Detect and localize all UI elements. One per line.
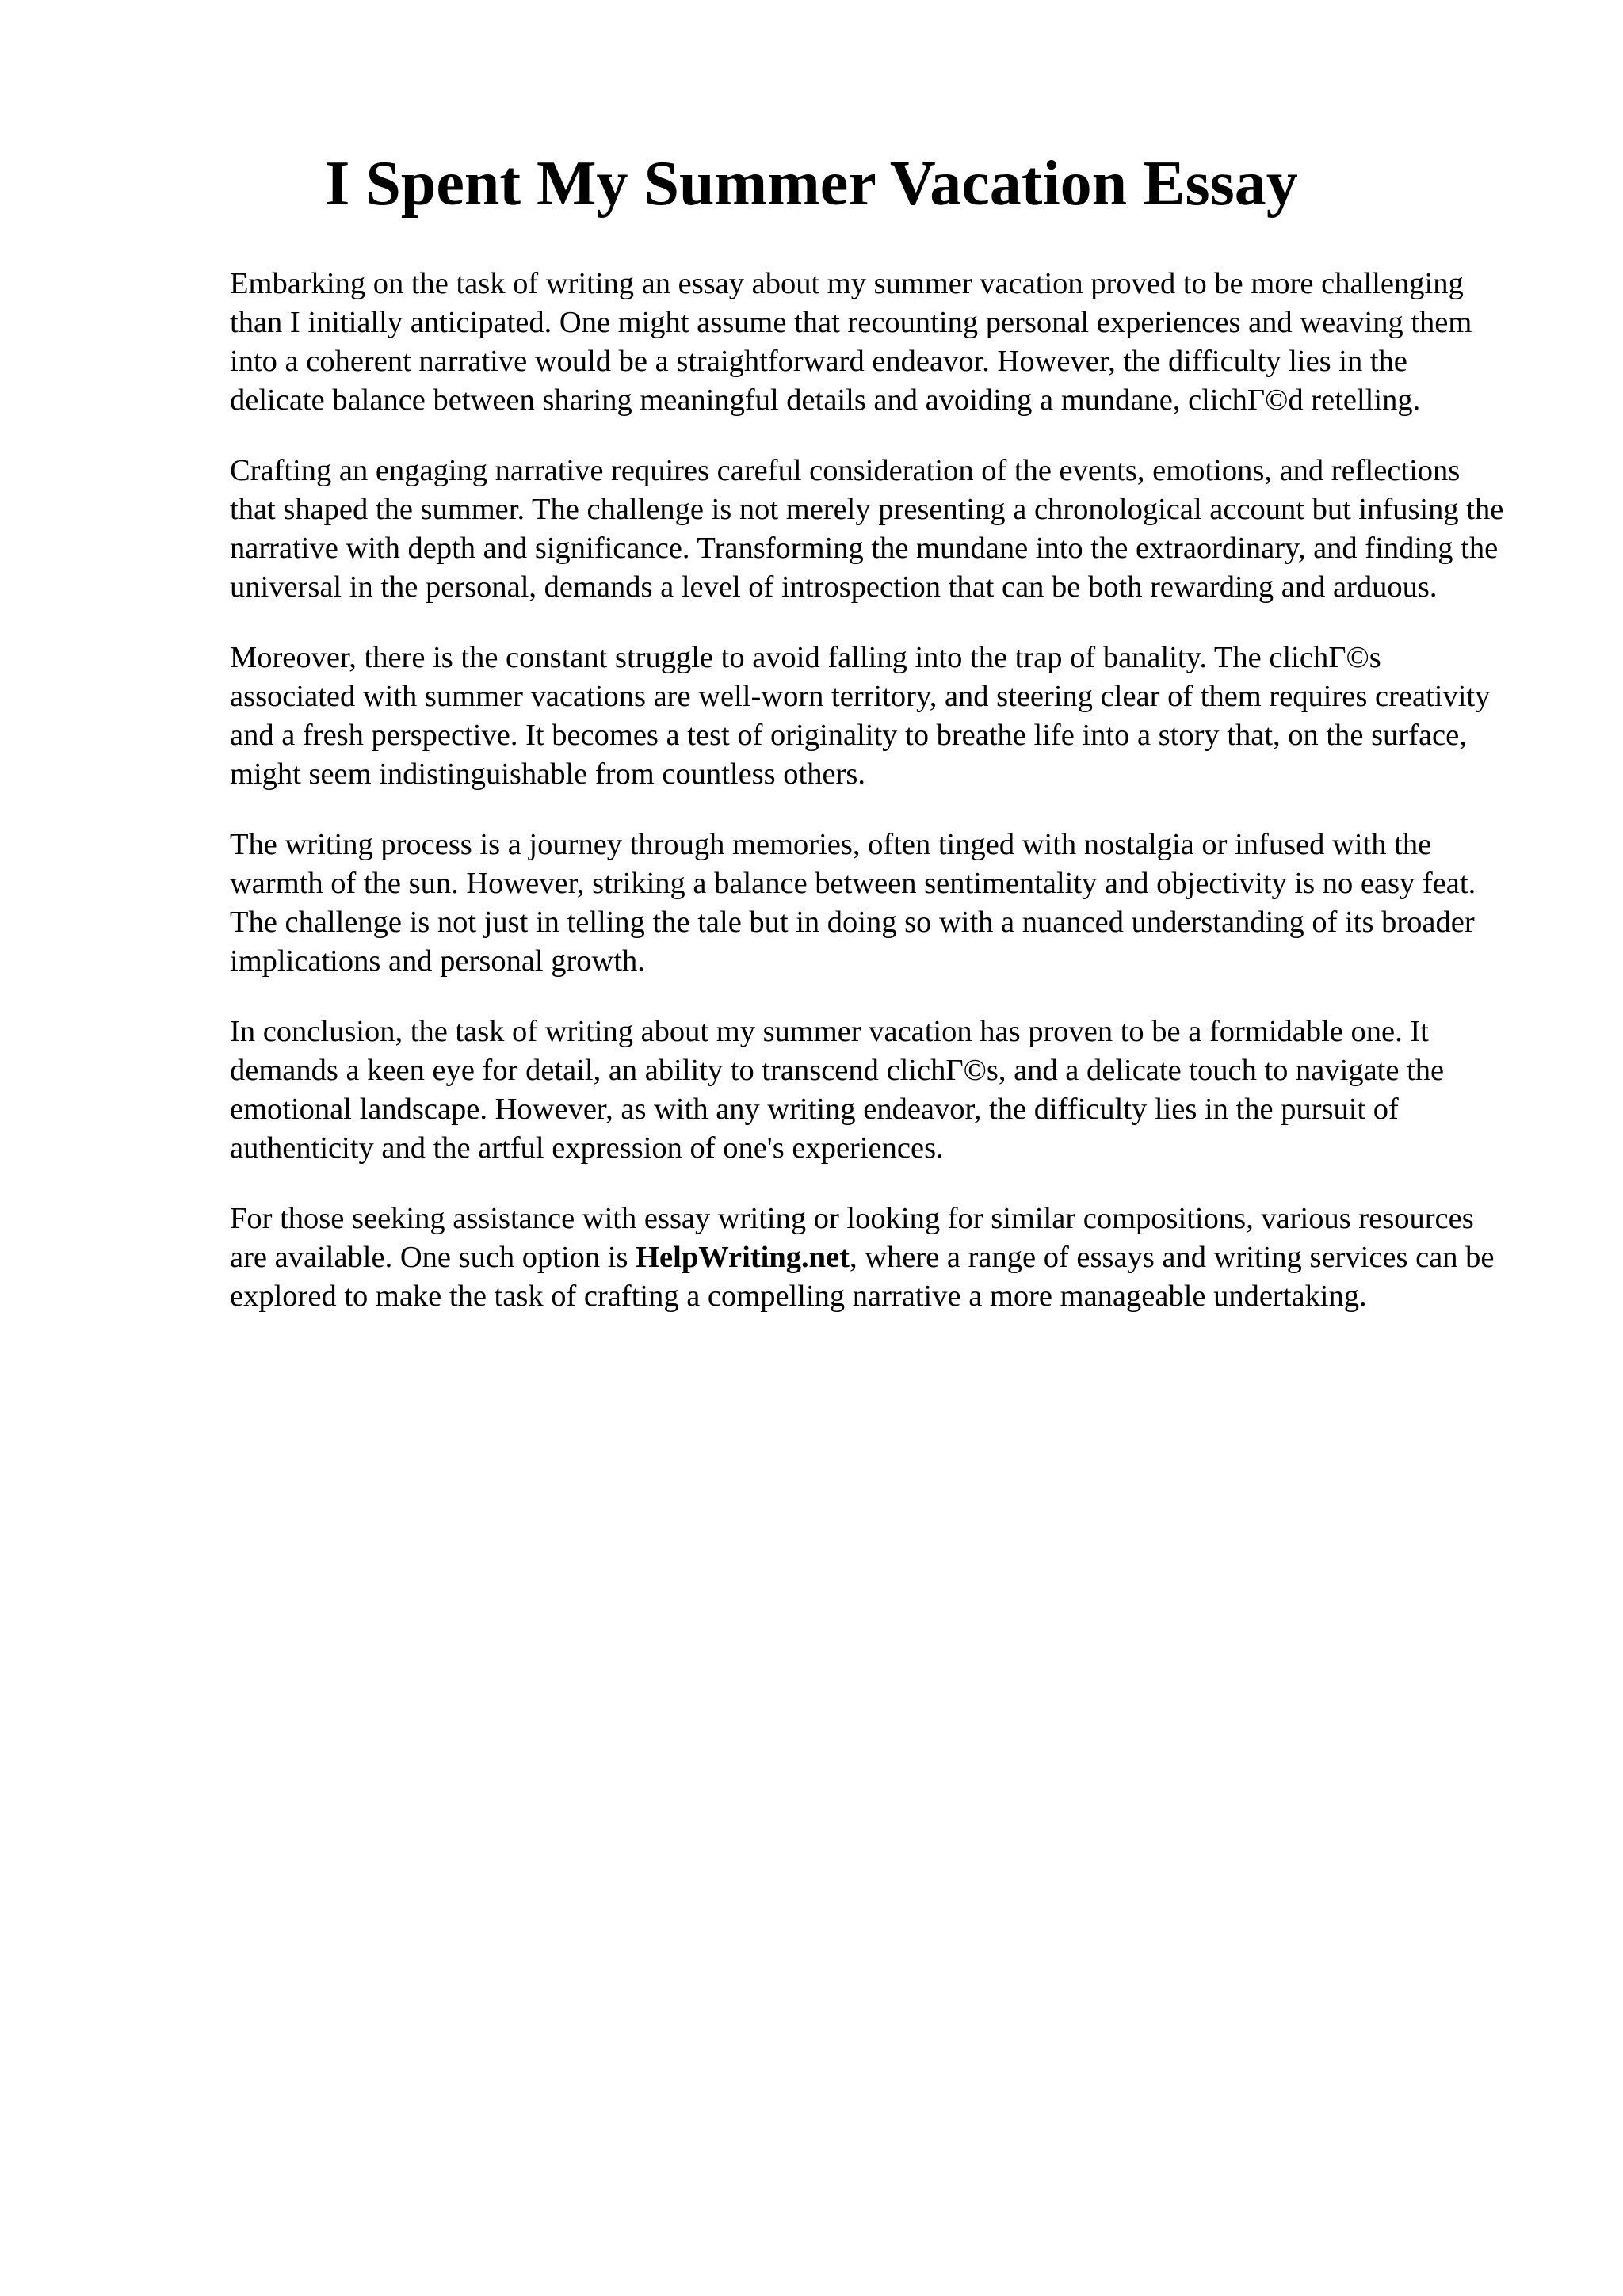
paragraph-4: The writing process is a journey through memories, often tinged with nostalgia or infused with the warmth of the sun. However, striking a balance between sentimentality and objectivity is no easy feat. The challenge is not just in telling the tale but in doing so with a nuanced understanding of its broader implications and personal growth. [230,828,1476,978]
paragraph-6 [230,1199,1506,1316]
paragraph-6-text-after: , where a range of essays and writing services can be explored to make the task of crafting a compelling narrative a more manageable undertaking. [230,1241,1495,1313]
paragraph-3: Moreover, there is the constant struggle to avoid falling into the trap of banality. The clichГ©s associated with summer vacations are well-worn territory, and steering clear of them requires creativity and a fresh perspective. It becomes a test of originality to breathe life into a story that, on the surface, might seem indistinguishable from countless others. [230,641,1491,791]
helpwriting-link-text: HelpWriting.net [636,1241,850,1274]
paragraph-1: Embarking on the task of writing an essay about my summer vacation proved to be more challenging than I initially anticipated. One might assume that recounting personal experiences and weaving them into a coherent narrative would be a straightforward endeavor. However, the difficulty lies in the delicate balance between sharing meaningful details and avoiding a mundane, clichГ©d retelling. [230,267,1472,417]
document-body [230,265,1506,1348]
document-title: I Spent My Summer Vacation Essay [325,149,1298,219]
paragraph-2: Crafting an engaging narrative requires careful consideration of the events, emotions, and reflections that shaped the summer. The challenge is not merely presenting a chronological account but infusing the narrative with depth and significance. Transforming the mundane into the extraordinary, and finding the universal in the personal, demands a level of introspection that can be both rewarding and arduous. [230,454,1504,604]
paragraph-6-text-before: For those seeking assistance with essay writing or looking for similar compositions, various resources are available. One such option is [230,1202,1474,1274]
paragraph-5: In conclusion, the task of writing about my summer vacation has proven to be a formidable one. It demands a keen eye for detail, an ability to transcend clichГ©s, and a delicate touch to navigate the emotional landscape. However, as with any writing endeavor, the difficulty lies in the pursuit of authenticity and the artful expression of one's experiences. [230,1015,1445,1165]
